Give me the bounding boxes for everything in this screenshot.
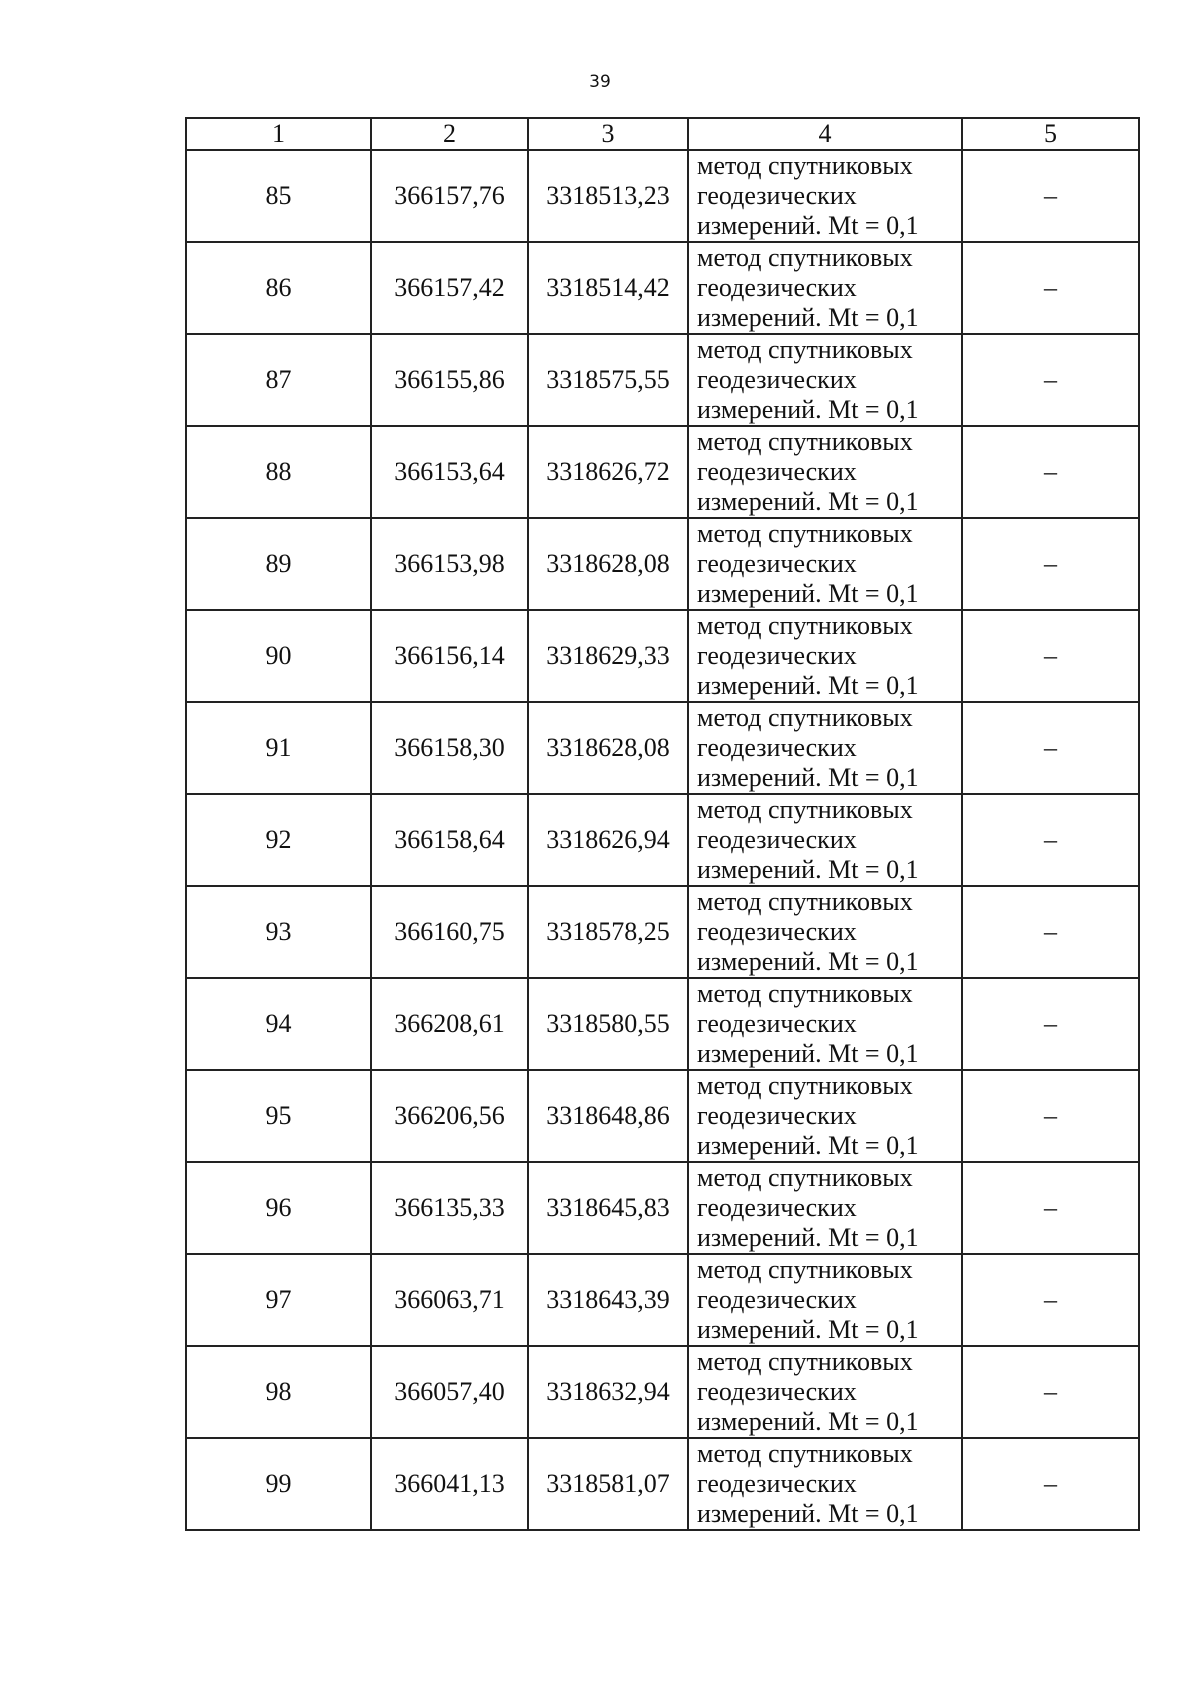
method-cell: [688, 1162, 962, 1254]
method-line-1: метод спутниковых: [697, 1163, 913, 1192]
y-coordinate-cell: 3318626,72: [528, 426, 688, 518]
method-cell: [688, 1254, 962, 1346]
method-cell: [688, 150, 962, 242]
point-number-cell: 96: [186, 1162, 371, 1254]
method-cell: [688, 1070, 962, 1162]
method-cell: [688, 518, 962, 610]
x-coordinate-cell: 366157,76: [371, 150, 528, 242]
x-coordinate-cell: 366208,61: [371, 978, 528, 1070]
method-cell: [688, 794, 962, 886]
method-line-3: измерений. Mt = 0,1: [697, 763, 919, 792]
note-cell: –: [962, 978, 1139, 1070]
table-row: [186, 610, 1139, 702]
y-coordinate-cell: 3318575,55: [528, 334, 688, 426]
method-line-2: геодезических: [697, 641, 857, 670]
method-line-2: геодезических: [697, 1377, 857, 1406]
method-line-2: геодезических: [697, 273, 857, 302]
method-line-3: измерений. Mt = 0,1: [697, 855, 919, 884]
x-coordinate-cell: 366158,30: [371, 702, 528, 794]
page-number: 39: [589, 72, 611, 92]
method-line-2: геодезических: [697, 1193, 857, 1222]
header-col-4: 4: [688, 118, 962, 150]
method-line-1: метод спутниковых: [697, 703, 913, 732]
method-cell: [688, 426, 962, 518]
x-coordinate-cell: 366063,71: [371, 1254, 528, 1346]
method-line-1: метод спутниковых: [697, 1439, 913, 1468]
x-coordinate-cell: 366156,14: [371, 610, 528, 702]
method-line-3: измерений. Mt = 0,1: [697, 1039, 919, 1068]
x-coordinate-cell: 366135,33: [371, 1162, 528, 1254]
x-coordinate-cell: 366041,13: [371, 1438, 528, 1530]
point-number-cell: 93: [186, 886, 371, 978]
table-row: [186, 334, 1139, 426]
table-row: [186, 1162, 1139, 1254]
y-coordinate-cell: 3318626,94: [528, 794, 688, 886]
method-line-3: измерений. Mt = 0,1: [697, 1315, 919, 1344]
x-coordinate-cell: 366057,40: [371, 1346, 528, 1438]
point-number-cell: 90: [186, 610, 371, 702]
note-cell: –: [962, 702, 1139, 794]
y-coordinate-cell: 3318645,83: [528, 1162, 688, 1254]
method-line-2: геодезических: [697, 1101, 857, 1130]
method-line-2: геодезических: [697, 549, 857, 578]
method-line-2: геодезических: [697, 365, 857, 394]
note-cell: –: [962, 1346, 1139, 1438]
method-line-1: метод спутниковых: [697, 795, 913, 824]
coordinates-table: [185, 117, 1140, 1531]
note-cell: –: [962, 426, 1139, 518]
method-line-2: геодезических: [697, 1469, 857, 1498]
method-line-3: измерений. Mt = 0,1: [697, 1223, 919, 1252]
header-col-3: 3: [528, 118, 688, 150]
method-cell: [688, 1438, 962, 1530]
method-line-2: геодезических: [697, 825, 857, 854]
x-coordinate-cell: 366157,42: [371, 242, 528, 334]
note-cell: –: [962, 1162, 1139, 1254]
y-coordinate-cell: 3318629,33: [528, 610, 688, 702]
method-line-1: метод спутниковых: [697, 427, 913, 456]
y-coordinate-cell: 3318581,07: [528, 1438, 688, 1530]
method-line-3: измерений. Mt = 0,1: [697, 395, 919, 424]
point-number-cell: 88: [186, 426, 371, 518]
method-line-3: измерений. Mt = 0,1: [697, 1499, 919, 1528]
method-cell: [688, 242, 962, 334]
method-cell: [688, 886, 962, 978]
point-number-cell: 97: [186, 1254, 371, 1346]
table-row: [186, 242, 1139, 334]
method-line-2: геодезических: [697, 181, 857, 210]
y-coordinate-cell: 3318632,94: [528, 1346, 688, 1438]
x-coordinate-cell: 366153,64: [371, 426, 528, 518]
y-coordinate-cell: 3318580,55: [528, 978, 688, 1070]
note-cell: –: [962, 1254, 1139, 1346]
table-row: [186, 150, 1139, 242]
y-coordinate-cell: 3318628,08: [528, 518, 688, 610]
table-row: [186, 518, 1139, 610]
x-coordinate-cell: 366158,64: [371, 794, 528, 886]
table-row: [186, 1438, 1139, 1530]
point-number-cell: 99: [186, 1438, 371, 1530]
point-number-cell: 87: [186, 334, 371, 426]
method-line-1: метод спутниковых: [697, 243, 913, 272]
point-number-cell: 89: [186, 518, 371, 610]
point-number-cell: 94: [186, 978, 371, 1070]
method-line-3: измерений. Mt = 0,1: [697, 579, 919, 608]
table-row: [186, 978, 1139, 1070]
method-line-1: метод спутниковых: [697, 611, 913, 640]
point-number-cell: 85: [186, 150, 371, 242]
method-line-2: геодезических: [697, 733, 857, 762]
table-body: [186, 150, 1139, 1530]
x-coordinate-cell: 366155,86: [371, 334, 528, 426]
method-line-1: метод спутниковых: [697, 335, 913, 364]
method-line-1: метод спутниковых: [697, 1347, 913, 1376]
note-cell: –: [962, 794, 1139, 886]
table-header-row: [186, 118, 1139, 150]
table-row: [186, 702, 1139, 794]
note-cell: –: [962, 334, 1139, 426]
method-line-3: измерений. Mt = 0,1: [697, 487, 919, 516]
y-coordinate-cell: 3318628,08: [528, 702, 688, 794]
note-cell: –: [962, 610, 1139, 702]
y-coordinate-cell: 3318514,42: [528, 242, 688, 334]
table-row: [186, 1254, 1139, 1346]
method-line-2: геодезических: [697, 917, 857, 946]
x-coordinate-cell: 366153,98: [371, 518, 528, 610]
method-line-3: измерений. Mt = 0,1: [697, 1131, 919, 1160]
point-number-cell: 98: [186, 1346, 371, 1438]
point-number-cell: 91: [186, 702, 371, 794]
method-cell: [688, 334, 962, 426]
method-line-1: метод спутниковых: [697, 887, 913, 916]
method-cell: [688, 978, 962, 1070]
note-cell: –: [962, 1438, 1139, 1530]
method-line-3: измерений. Mt = 0,1: [697, 303, 919, 332]
table-row: [186, 1070, 1139, 1162]
method-line-1: метод спутниковых: [697, 979, 913, 1008]
method-line-2: геодезических: [697, 1009, 857, 1038]
note-cell: –: [962, 1070, 1139, 1162]
method-line-1: метод спутниковых: [697, 1071, 913, 1100]
point-number-cell: 86: [186, 242, 371, 334]
method-line-1: метод спутниковых: [697, 1255, 913, 1284]
table-row: [186, 886, 1139, 978]
method-line-2: геодезических: [697, 1285, 857, 1314]
point-number-cell: 92: [186, 794, 371, 886]
method-line-2: геодезических: [697, 457, 857, 486]
y-coordinate-cell: 3318643,39: [528, 1254, 688, 1346]
method-line-3: измерений. Mt = 0,1: [697, 211, 919, 240]
method-line-1: метод спутниковых: [697, 151, 913, 180]
note-cell: –: [962, 242, 1139, 334]
table-row: [186, 426, 1139, 518]
y-coordinate-cell: 3318578,25: [528, 886, 688, 978]
header-col-2: 2: [371, 118, 528, 150]
note-cell: –: [962, 518, 1139, 610]
method-line-3: измерений. Mt = 0,1: [697, 671, 919, 700]
header-col-1: 1: [186, 118, 371, 150]
method-cell: [688, 702, 962, 794]
table-row: [186, 794, 1139, 886]
method-cell: [688, 610, 962, 702]
note-cell: –: [962, 886, 1139, 978]
x-coordinate-cell: 366206,56: [371, 1070, 528, 1162]
point-number-cell: 95: [186, 1070, 371, 1162]
table-row: [186, 1346, 1139, 1438]
method-line-3: измерений. Mt = 0,1: [697, 947, 919, 976]
method-line-3: измерений. Mt = 0,1: [697, 1407, 919, 1436]
header-col-5: 5: [962, 118, 1139, 150]
method-cell: [688, 1346, 962, 1438]
y-coordinate-cell: 3318648,86: [528, 1070, 688, 1162]
note-cell: –: [962, 150, 1139, 242]
method-line-1: метод спутниковых: [697, 519, 913, 548]
y-coordinate-cell: 3318513,23: [528, 150, 688, 242]
x-coordinate-cell: 366160,75: [371, 886, 528, 978]
